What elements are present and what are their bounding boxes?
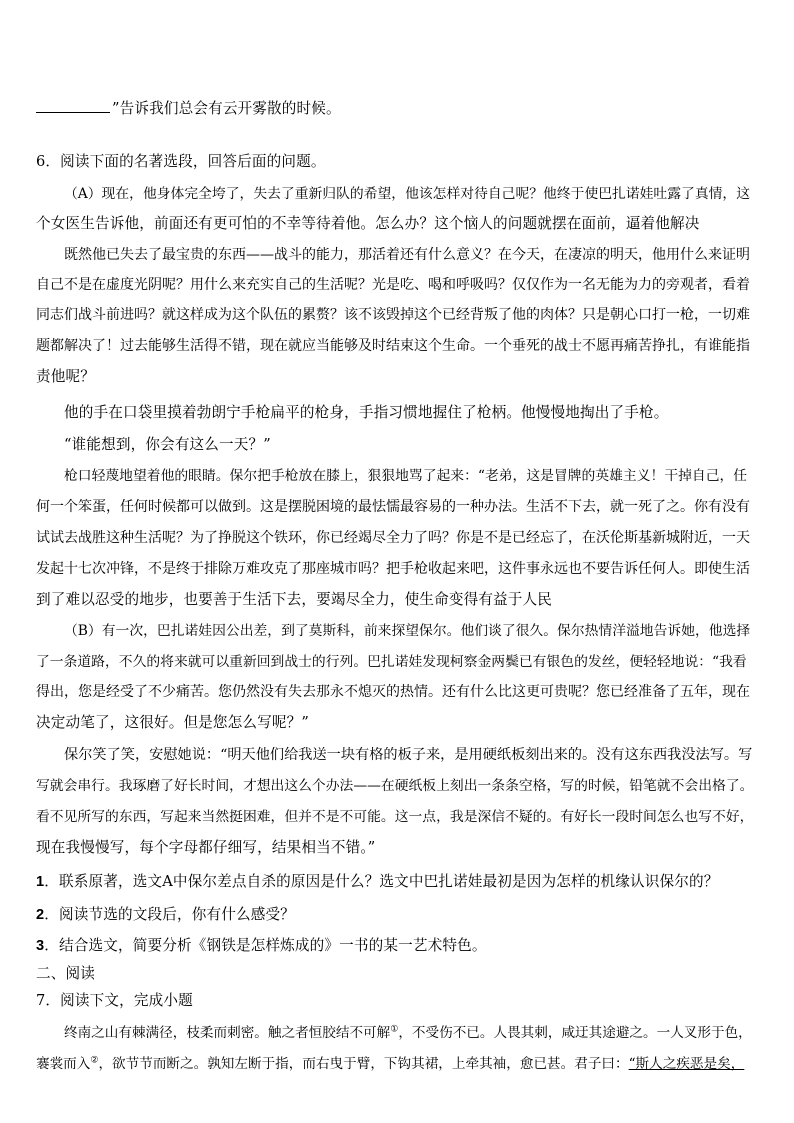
q7-header: 7．阅读下文，完成小题 [36,992,193,1009]
q7-text: ，不受伤不已。人畏其刺，咸迂其途避之。一人叉形于色， [398,1025,752,1041]
sub-question-number: 2 [36,907,45,923]
q6-line: （B）有一次，巴扎诺娃因公出差，到了莫斯科，前来探望保尔。他们谈了很久。保尔热情洋溢地告诉她，他选择 [64,623,751,639]
q6-line: 责他呢？ [36,368,95,385]
q6-line: 试试去战胜这种生活呢？为了挣脱这个铁环，你已经竭尽全力了吗？你是不是已经忘了，在沃伦斯基新城附近，一天 [36,530,750,546]
q6-header: 6．阅读下面的名著选段，回答后面的问题。 [36,153,326,170]
q6-line: 何一个笨蛋，任何时候都可以做到。这是摆脱困境的最怯懦最容易的一种办法。生活不下去，就一死了之。你有没有 [36,499,750,515]
q6-line: 写就会串行。我琢磨了好长时间，才想出这么个办法——在硬纸板上刻出一条条空格，写的时候，铅笔就不会出格了。 [36,778,754,794]
sub-question-text: ．结合选文，简要分析《钢铁是怎样炼成的》一书的某一艺术特色。 [44,937,487,954]
q6-line: 得出，您是经受了不少痛苦。您仍然没有失去那永不熄灭的热情。还有什么比这更可贵呢？您已经准备了五年，现在 [36,684,750,700]
footnote-marker: ② [90,1055,99,1066]
q7-text: 褰裳而入 [36,1056,91,1072]
q6-sub-question-1 [36,872,754,892]
q6-line: 他的手在口袋里摸着勃朗宁手枪扁平的枪身，手指习惯地握住了枪柄。他慢慢地掏出了手枪。 [64,404,669,421]
top-text: ”告诉我们总会有云开雾散的时候。 [112,100,341,117]
q6-line: 题都解决了！过去能够生活得不错，现在就应当能够及时结束这个生命。一个垂死的战士不愿再痛苦挣扎，有谁能指 [36,338,750,354]
q7-text: 终南之山有棘满径，枝柔而刺密。触之者恒胶结不可解 [64,1025,391,1041]
q6-line: （A）现在，他身体完全垮了，失去了重新归队的希望，他该怎样对待自己呢？他终于使巴扎诺娃吐露了真情，这 [64,186,751,202]
q6-line: “谁能想到，你会有这么一天？” [64,436,271,453]
sub-question-number: 3 [36,938,45,954]
q6-line: 了一条道路，不久的将来就可以重新回到战士的行列。巴扎诺娃发现柯察金两鬓已有银色的发丝，便轻轻地说：“我看 [36,654,747,670]
q6-line: 同志们战斗前进吗？就这样成为这个队伍的累赘？该不该毁掉这个已经背叛了他的肉体？只是朝心口打一枪，一切难 [36,307,750,323]
q6-line: 看不见所写的东西，写起来当然挺困难，但并不是不可能。这一点，我是深信不疑的。有好长一段时间怎么也写不好， [36,809,754,825]
answer-blank [36,100,110,113]
section-title: 二、阅读 [36,965,95,982]
q6-line: 枪口轻蔑地望着他的眼睛。保尔把手枪放在膝上，狠狠地骂了起来：“老弟，这是冒牌的英雄主义！干掉自己，任 [64,468,748,484]
sub-question-text: ．联系原著，选文A中保尔差点自杀的原因是什么？选文中巴扎诺娃最初是因为怎样的机缘认识保尔的？ [44,873,719,890]
sub-question-text: ．阅读节选的文段后，你有什么感受？ [44,906,295,923]
q6-line: 到了难以忍受的地步，也要善于生活下去，要竭尽全力，使生命变得有益于人民 [36,591,553,608]
q6-line: 决定动笔了，这很好。但是您怎么写呢？” [36,714,309,731]
q6-line: 保尔笑了笑，安慰她说：“明天他们给我送一块有格的板子来，是用硬纸板刻出来的。没有这东西我没法写。写 [64,747,753,763]
q6-line: 个女医生告诉他，前面还有更可怕的不幸等待着他。怎么办？这个恼人的问题就摆在面前，逼着他解决 [36,215,700,232]
q6-sub-question-2 [36,905,754,925]
q6-line: 自己不是在虚度光阴呢？用什么来充实自己的生活呢？光是吃、喝和呼吸吗？仅仅作为一名无能为力的旁观者，看着 [36,277,750,293]
q6-sub-question-3 [36,936,754,956]
q6-line: 既然他已失去了最宝贵的东西——战斗的能力，那活着还有什么意义？在今天，在凄凉的明天，他用什么来证明 [64,247,750,263]
footnote-marker: ① [390,1024,399,1035]
q7-para-line [64,1023,754,1043]
sub-question-number: 1 [36,874,45,890]
q6-line: 现在我慢慢写，每个字母都仔细写，结果相当不错。” [36,839,376,856]
q7-para-line [36,1054,754,1074]
q6-line: 发起十七次冲锋，不是终于排除万难攻克了那座城市吗？把手枪收起来吧，这件事永远也不要告诉任何人。即使生活 [36,561,750,577]
q7-text: ，欲节节而断之。孰知左断于指，而右曳于臂，下钩其裙，上牵其袖，愈已甚。君子曰： [98,1056,629,1072]
top-line [36,99,754,119]
underlined-text: “斯人之疾恶是矣， [628,1056,745,1072]
